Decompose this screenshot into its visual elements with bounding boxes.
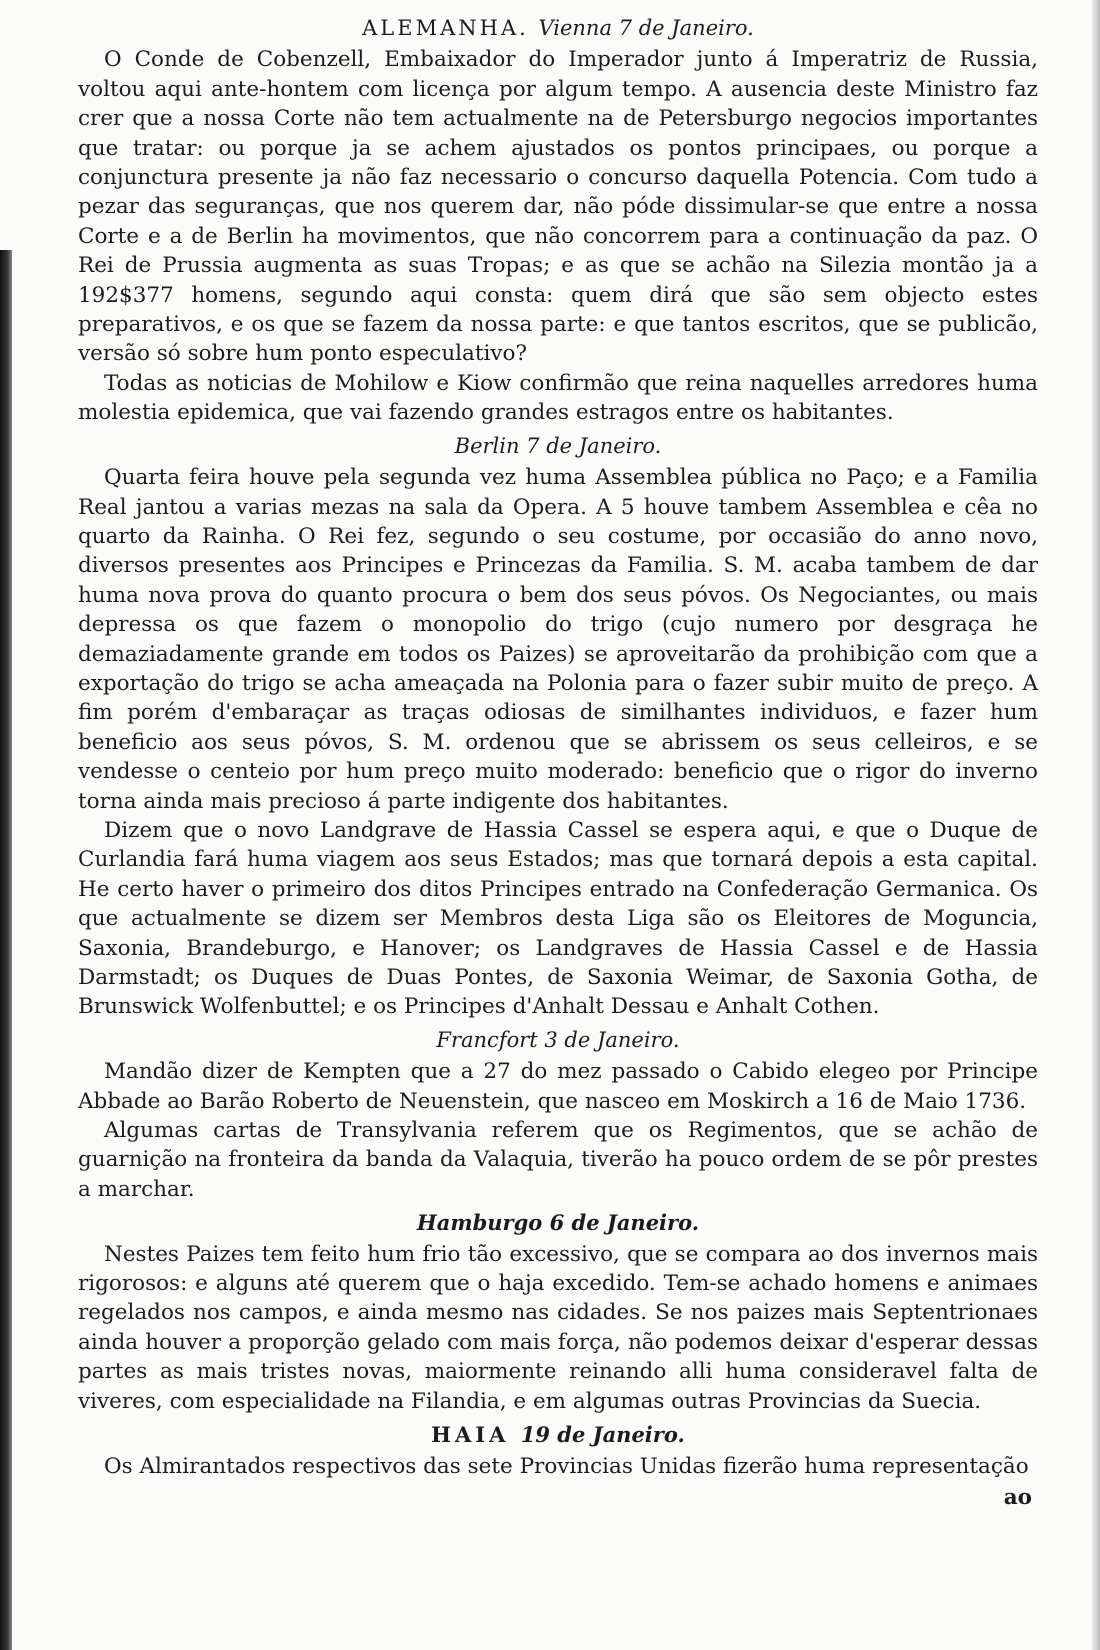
dateline-francfort: Francfort 3 de Janeiro. (436, 1027, 680, 1052)
dateline: Vienna 7 de Janeiro. (538, 16, 754, 40)
dateline-berlin: Berlin 7 de Janeiro. (454, 433, 662, 458)
paragraph: Mandão dizer de Kempten que a 27 do mez passado o Cabido elegeo por Principe Abbade ao Barão Roberto de Neuenstein, que nasceo em Moskirch a 16 de Maio 1736. (78, 1059, 1038, 1114)
country-heading: ALEMANHA. (362, 16, 529, 40)
dateline-hamburgo: Hamburgo 6 de Janeiro. (416, 1210, 700, 1236)
paragraph: Todas as noticias de Mohilow e Kiow confirmão que reina naquelles arredores huma molestia epidemica, que vai fazendo grandes estragos entre os habitantes. (78, 370, 1038, 426)
country-heading: HAIA (431, 1422, 510, 1448)
section-heading-haia (78, 1420, 1038, 1449)
paragraph: Nestes Paizes tem feito hum frio tão excessivo, que se compara ao dos invernos mais rigorosos: e alguns até querem que o haja excedido. Tem-se achado homens e animaes regelados nos campos, e ainda mesmo nas cidades. Se nos paizes mais Septentrionaes ainda houver a proporção gelado com mais força, não podemos deixar d'esperar dessas partes as mais tristes novas, maiormente reinando alli huma consideravel falta de viveres, com especialidade na Filandia, e em algumas outras Provincias da Suecia. (78, 1241, 1038, 1414)
paragraph: Quarta feira houve pela segunda vez huma Assemblea pública no Paço; e a Familia Real jantou a varias mezas na sala da Opera. A 5 houve tambem Assemblea e cêa no quarto da Rainha. O Rei fez, segundo o seu costume, por occasião do anno novo, diversos presentes aos Principes e Princezas da Familia. S. M. acaba tambem de dar huma nova prova do quanto procura o bem dos seus póvos. Os Negociantes, ou mais depressa os que fazem o monopolio do trigo (cujo numero por desgraça he demaziadamente grande em todos os Paizes) se aproveitarão da prohibição com que a exportação do trigo se acha ameaçada na Polonia para o fazer subir muito de preço. A fim porém d'embaraçar as traças odiosas de similhantes individuos, e fazer hum beneficio aos seus póvos, S. M. ordenou que se abrissem os seus celleiros, e se vendesse o centeio por hum preço muito moderado: beneficio que o rigor do inverno torna ainda mais precioso á parte indigente dos habitantes. (78, 465, 1038, 814)
paragraph: O Conde de Cobenzell, Embaixador do Imperador junto á Imperatriz de Russia, voltou aqui ante-hontem com licença por algum tempo. A ausencia deste Ministro faz crer que a nossa Corte não tem actualmente na de Petersburgo negocios importantes que tratar: ou porque ja se achem ajustados os pontos principaes, ou porque a conjunctura presente ja não faz necessario o concurso daquella Potencia. Com tudo a pezar das seguranças, que nos querem dar, não póde dissimular-se que entre a nossa Corte e a de Berlin ha movimentos, que não concorrem para a continuação da paz. O Rei de Prussia augmenta as suas Tropas; e as que se achão na Silezia montão ja a 192$377 homens, segundo aqui consta: quem dirá que são sem objecto estes preparativos, e os que se fazem da nossa parte: e que tantos escritos, que se publicão, versão só sobre hum ponto especulativo? (78, 47, 1038, 367)
paragraph: Os Almirantados respectivos das sete Provincias Unidas fizerão huma representação (104, 1453, 1029, 1479)
text-column (78, 14, 1038, 1512)
dateline: 19 de Janeiro. (520, 1422, 685, 1448)
catchword: ao (1003, 1484, 1032, 1510)
page-binding-shadow (0, 250, 12, 1650)
paragraph: Dizem que o novo Landgrave de Hassia Cassel se espera aqui, e que o Duque de Curlandia fará huma viagem aos seus Estados; mas que tornará depois a esta capital. He certo haver o primeiro dos ditos Principes entrado na Confederação Germanica. Os que actualmente se dizem ser Membros desta Liga são os Eleitores de Moguncia, Saxonia, Brandeburgo, e Hanover; os Landgraves de Hassia Cassel e de Hassia Darmstadt; os Duques de Duas Pontes, de Saxonia Weimar, de Saxonia Gotha, de Brunswick Wolfenbuttel; e os Principes d'Anhalt Dessau e Anhalt Cothen. (78, 817, 1038, 1020)
paragraph: Algumas cartas de Transylvania referem que os Regimentos, que se achão de guarnição na fronteira da banda da Valaquia, tiverão ha pouco ordem de se pôr prestes a marchar. (78, 1118, 1038, 1202)
page-edge (1092, 0, 1100, 1650)
section-heading-alemanha (78, 14, 1038, 43)
